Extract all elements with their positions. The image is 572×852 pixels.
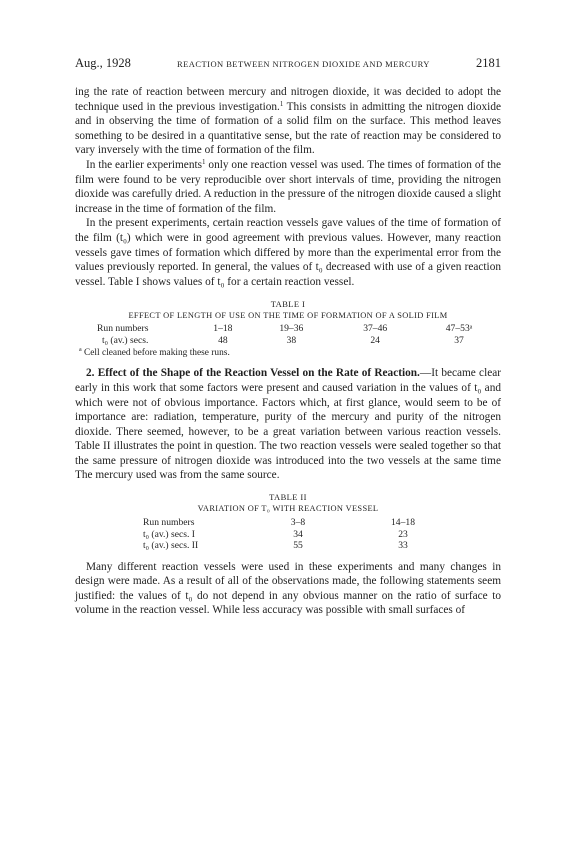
table-cell: 48	[218, 334, 228, 346]
table-2-label	[75, 491, 501, 503]
table-cell: 38	[286, 334, 297, 346]
table-row	[143, 540, 463, 552]
table-2-caption: VARIATION OF T₀ WITH REACTION VESSEL	[197, 504, 379, 514]
table-cell: 37	[454, 334, 464, 346]
issue-date: Aug., 1928	[75, 56, 131, 70]
table-cell: 33	[398, 540, 408, 552]
journal-page	[75, 56, 501, 618]
reference-mark: 1	[202, 157, 206, 166]
table-cell: t₀ (av.) secs.	[102, 334, 149, 346]
table-1-footnote	[79, 348, 501, 358]
paragraph-1-text: ing the rate of reaction between mercury and nitrogen dioxide, it was decided to adopt the technique used in the previous investigation.	[75, 86, 501, 113]
table-cell: 19–36	[279, 323, 304, 335]
table-cell: 34	[293, 528, 303, 540]
table-1-caption: EFFECT OF LENGTH OF USE ON THE TIME OF FORMATION OF A SOLID FILM	[128, 311, 448, 321]
paragraph-2-text-rest: only one reaction vessel was used. The times of formation of the film were found to be very reproducible over short intervals of time, providing the nitrogen dioxide was carefully dried. A reduction in the pressure of the nitrogen dioxide caused a slight increase in the time of formation of the film.	[75, 158, 501, 215]
running-header	[75, 56, 501, 71]
paragraph-4-text: —It became clear early in this work that some factors were present and caused variation in the values of t₀ and which were not of obvious importance. Factors which, at first glance, would seem to be of importance are: radiation, temperature, purity of the mercury and purity of the nitrogen dioxide. There seemed, however, to be a great variation between various reaction vessels. Table II illustrates the point in question. The two reaction vessels were sealed together so that the same pressure of nitrogen dioxide was introduced into the two vessels at the same time The mercury used was from the same source.	[75, 367, 501, 482]
table-cell: Run numbers	[143, 517, 195, 529]
paragraph-3: In the present experiments, certain reaction vessels gave values of the time of formation of the film (t₀) which were in good agreement with previous values. However, many reaction vessels gave times of formation which differed by more than the experimental error from the values previously reported. In general, the values of t₀ decreased with use of a given reaction vessel. Table I shows values of t₀ for a certain reaction vessel.	[75, 217, 501, 288]
table-cell: 3–8	[290, 517, 306, 529]
reference-mark: 1	[279, 99, 284, 108]
paragraph-1-text-rest: This consists in admitting the nitrogen dioxide and in observing the time of formation of a solid film on the surface. This method leaves something to be desired in a quantitative sense, but the rate of reaction may be considered to vary inversely with the time of formation of the film.	[75, 100, 501, 157]
footnote-mark: a	[79, 347, 82, 354]
table-1-label	[75, 298, 501, 310]
paragraph-4	[75, 366, 501, 483]
table-cell: t₀ (av.) secs. I	[143, 528, 196, 540]
table-row	[143, 529, 463, 541]
table-row	[97, 323, 501, 335]
paragraph-1	[75, 85, 501, 158]
table-1	[97, 323, 501, 346]
table-cell: t₀ (av.) secs. II	[143, 540, 199, 552]
table-cell: 47–53ᵃ	[445, 323, 473, 335]
table-1-label-text: TABLE I	[270, 299, 306, 310]
page-number: 2181	[476, 56, 501, 70]
paragraph-5: Many different reaction vessels were used in these experiments and many changes in design were made. As a result of all of the observations made, the following statements seem justified: the values of t₀ do not depend in any obvious manner on the ratio of surface to volume in the reaction vessel. While less accuracy was possible with small surfaces of	[75, 560, 501, 617]
table-cell: 37–46	[363, 323, 388, 335]
table-cell: 24	[370, 334, 380, 346]
running-title: REACTION BETWEEN NITROGEN DIOXIDE AND MERCURY	[177, 59, 430, 69]
footnote-text: Cell cleaned before making these runs.	[81, 348, 230, 359]
table-2-label-text: TABLE II	[269, 492, 307, 503]
table-cell: 23	[398, 528, 408, 540]
table-cell: 14–18	[391, 517, 415, 529]
table-2	[143, 517, 463, 552]
table-row	[143, 517, 463, 529]
table-cell: Run numbers	[97, 323, 149, 335]
paragraph-2-text: In the earlier experiments	[86, 158, 203, 171]
table-row	[97, 335, 501, 347]
table-cell: 55	[293, 540, 303, 552]
table-cell: 1–18	[213, 323, 233, 335]
paragraph-2	[75, 158, 501, 216]
section-heading: 2. Effect of the Shape of the Reaction Vessel on the Rate of Reaction.	[86, 367, 420, 380]
